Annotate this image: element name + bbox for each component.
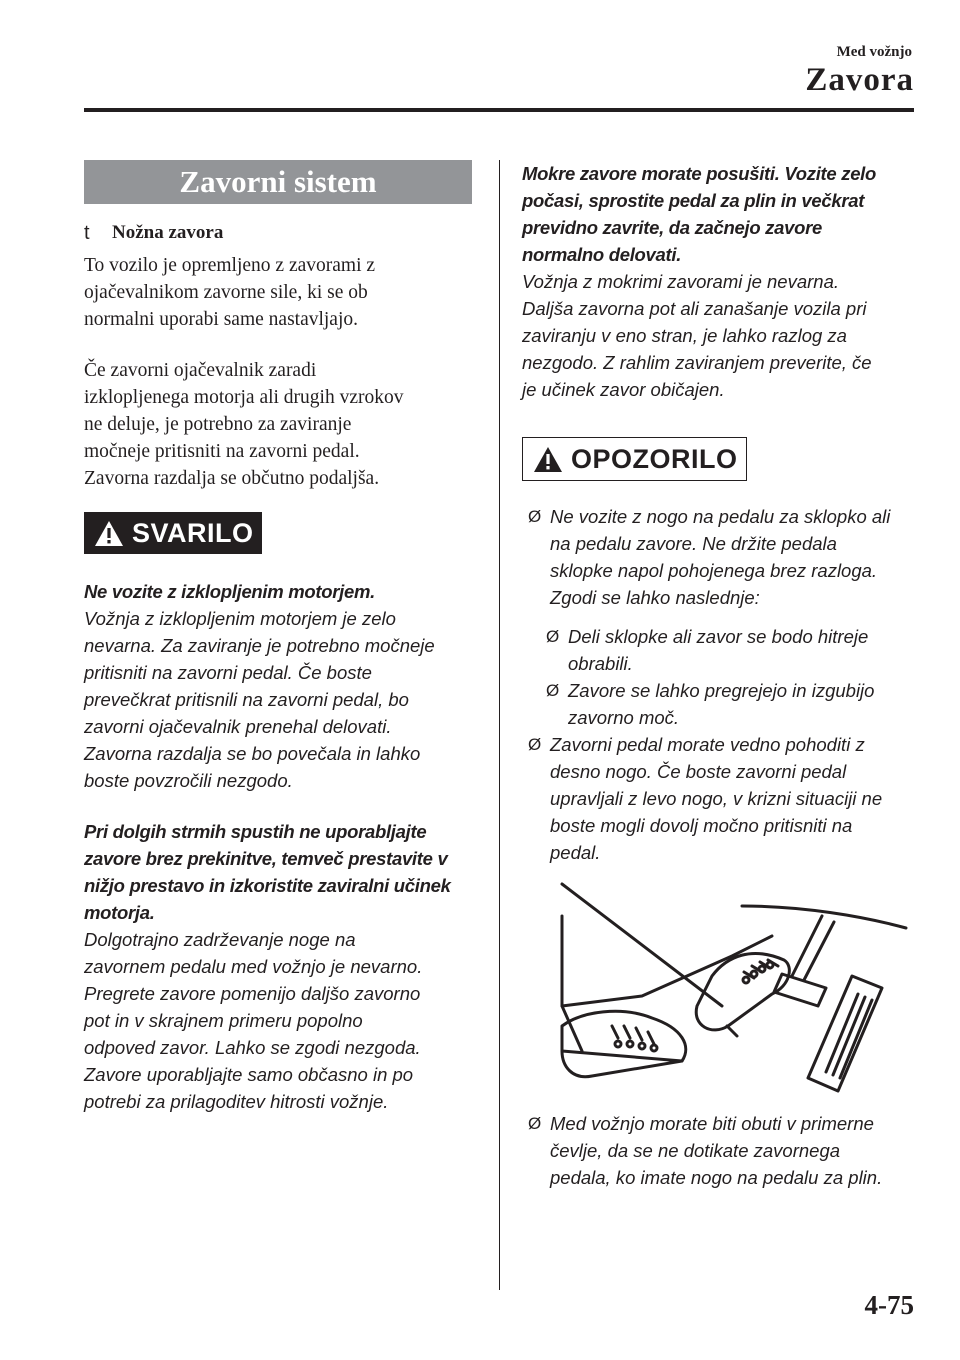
text-line: nezgodo. Z rahlim zaviranjem preverite, če [522, 352, 872, 373]
text-line: čevlje, da se ne dotikate zavornega [550, 1140, 841, 1161]
bullet-arrow-icon: Ø [528, 507, 542, 526]
wet-brakes-title: počasi, sprostite pedal za plin in večkrat [522, 190, 865, 211]
text-line: pedala, ko imate nogo na pedalu za plin. [550, 1167, 883, 1188]
wet-brakes-title: Mokre zavore morate posušiti. Vozite zelo [522, 163, 877, 184]
text-line: Daljša zavorna pot ali zanašanje vozila pri [522, 298, 867, 319]
caution-list-continued [522, 1110, 916, 1191]
pedal-arm [804, 922, 834, 980]
warning-triangle-icon [94, 520, 124, 547]
left-column [84, 160, 472, 1115]
intro-paragraph [84, 252, 472, 333]
text-line: odpoved zavor. Lahko se zgodi nezgoda. [84, 1037, 421, 1058]
accelerator-pedal [808, 976, 882, 1091]
text-line: desno nogo. Če boste zavorni pedal [550, 761, 847, 782]
text-line: pritisniti na zavorni pedal. Če boste [84, 662, 372, 683]
bullet-arrow-icon: Ø [546, 681, 560, 700]
bullet-arrow-icon: Ø [528, 1114, 542, 1133]
text-line: Vožnja z mokrimi zavorami je nevarna. [522, 271, 840, 292]
text-line: boste povzročili nezgodo. [84, 770, 293, 791]
text-line: pedal. [550, 842, 601, 863]
page-number: 4-75 [864, 1290, 914, 1320]
text-line: Med vožnjo morate biti obuti v primerne [550, 1113, 874, 1134]
trouser-leg [562, 916, 772, 1006]
text-line: Deli sklopke ali zavor se bodo hitreje [568, 626, 869, 647]
right-column [522, 160, 916, 1191]
wet-brakes-title: previdno zavrite, da začnejo zavore [522, 217, 822, 238]
caution-list [522, 503, 916, 866]
warning-label: SVARILO [132, 517, 254, 548]
text-line: Zavorni pedal morate vedno pohoditi z [550, 734, 865, 755]
caution-item [522, 731, 916, 866]
text-line: ne deluje, je potrebno za zaviranje [84, 414, 352, 435]
warning-2-title: Pri dolgih strmih spustih ne uporabljajte [84, 821, 427, 842]
wet-brakes-title: normalno delovati. [522, 244, 682, 265]
text-line: ojačevalnikom zavorne sile, ki se ob [84, 282, 368, 303]
caution-badge [522, 437, 747, 481]
text-line: potrebi za prilagoditev hitrosti vožnje. [84, 1091, 389, 1112]
text-line: prevečkrat pritisnili na zavorni pedal, bo [84, 689, 409, 710]
text-line: nevarna. Za zaviranje je potrebno močneje [84, 635, 435, 656]
caution-subitem [522, 623, 916, 677]
text-line: zavorni ojačevalnik prenehal delovati. [84, 716, 392, 737]
warning-1 [84, 578, 472, 794]
text-line: Zgodi se lahko naslednje: [550, 587, 760, 608]
section-title: Zavora [805, 62, 914, 98]
wet-brakes-note [522, 160, 916, 403]
text-line: na pedalu zavore. Ne držite pedala [550, 533, 837, 554]
firewall-line [562, 884, 722, 1006]
text-line: je učinek zavor običajen. [522, 379, 725, 400]
caution-item [522, 503, 916, 611]
pedal-arm [792, 916, 822, 976]
text-line: boste mogli dovolj močno pritisniti na [550, 815, 853, 836]
subheading-bullet: t [84, 221, 90, 244]
text-line: močneje pritisniti na zavorni pedal. [84, 441, 360, 462]
text-line: zavorno moč. [568, 707, 680, 728]
booster-paragraph [84, 357, 472, 492]
text-line: Dolgotrajno zadrževanje noge na [84, 929, 356, 950]
left-shoe [562, 1011, 686, 1076]
bullet-arrow-icon: Ø [546, 627, 560, 646]
text-line: zavornem pedalu med vožnjo je nevarno. [84, 956, 423, 977]
bullet-arrow-icon: Ø [528, 735, 542, 754]
caution-item [522, 1110, 916, 1191]
text-line: sklopke napol pohojenega brez razloga. [550, 560, 878, 581]
warning-2-title: motorja. [84, 902, 155, 923]
text-line: Zavorna razdalja se občutno podaljša. [84, 468, 380, 489]
subheading-text: Nožna zavora [112, 222, 224, 243]
chapter-label: Med vožnjo [836, 44, 912, 60]
header-rule [84, 108, 914, 112]
text-line: Pregrete zavore pomenijo daljšo zavorno [84, 983, 421, 1004]
brake-pedal [774, 974, 826, 1006]
subheading [84, 218, 472, 248]
dash-line [742, 906, 906, 928]
text-line: To vozilo je opremljeno z zavorami z [84, 255, 376, 276]
column-divider [499, 160, 500, 1290]
section-banner: Zavorni sistem [84, 160, 472, 204]
text-line: obrabili. [568, 653, 633, 674]
text-line: Zavore se lahko pregrejejo in izgubijo [568, 680, 875, 701]
text-line: Če zavorni ojačevalnik zaradi [84, 360, 317, 381]
caution-triangle-icon [533, 446, 563, 473]
warning-2-title: zavore brez prekinitve, temveč prestavite v [84, 848, 448, 869]
text-line: izklopljenega motorja ali drugih vzrokov [84, 387, 404, 408]
caution-label: OPOZORILO [571, 443, 738, 474]
text-line: pot in v skrajnem primeru popolno [84, 1010, 363, 1031]
text-line: Ne vozite z nogo na pedalu za sklopko ali [550, 506, 891, 527]
text-line: Vožnja z izklopljenim motorjem je zelo [84, 608, 396, 629]
pedal-illustration [522, 876, 916, 1096]
warning-2 [84, 818, 472, 1115]
caution-subitem [522, 677, 916, 731]
text-line: zaviranju v eno stran, je lahko razlog za [522, 325, 847, 346]
warning-1-title: Ne vozite z izklopljenim motorjem. [84, 581, 375, 602]
warning-2-title: nižjo prestavo in izkoristite zaviralni učinek [84, 875, 451, 896]
text-line: Zavore uporabljajte samo občasno in po [84, 1064, 414, 1085]
text-line: normalni uporabi same nastavljajo. [84, 309, 359, 330]
text-line: upravljali z levo nogo, v krizni situaciji ne [550, 788, 883, 809]
warning-badge [84, 512, 262, 554]
text-line: Zavorna razdalja se bo povečala in lahko [84, 743, 421, 764]
